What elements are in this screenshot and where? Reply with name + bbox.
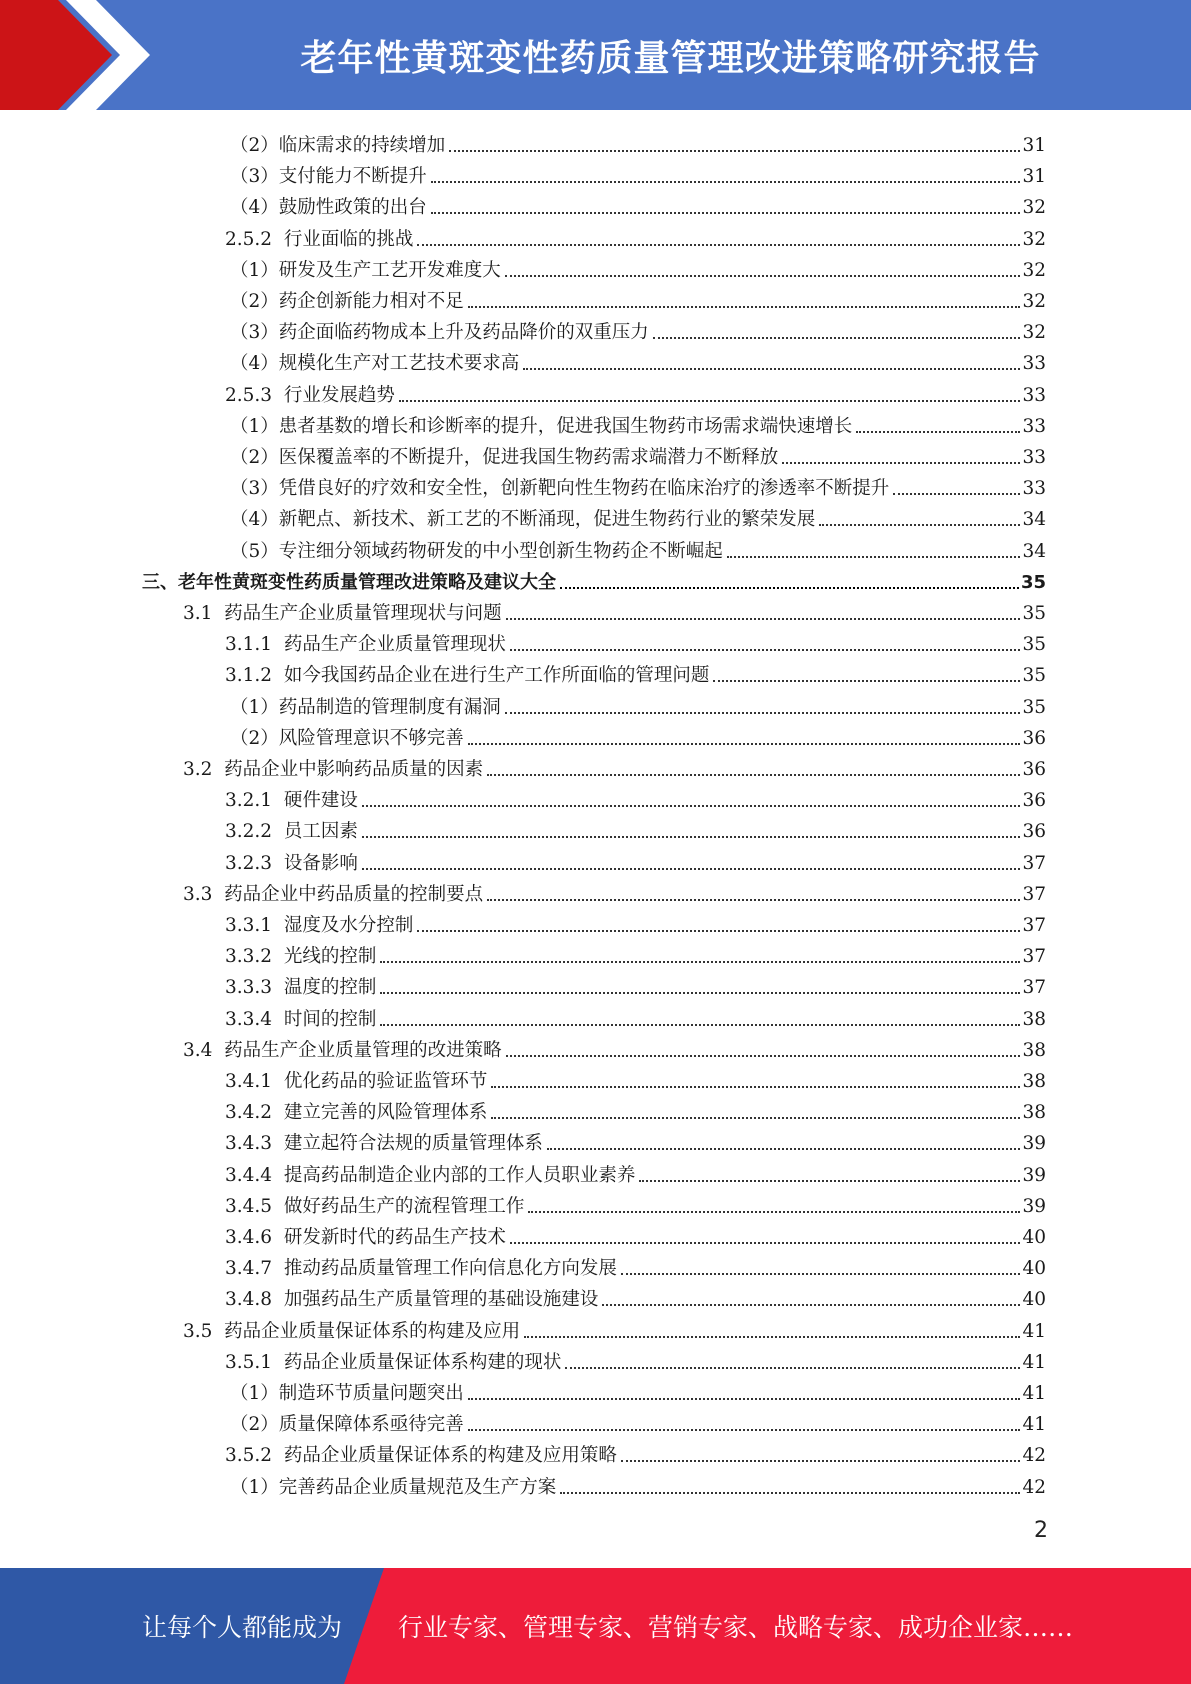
toc-leader-dots — [505, 711, 1020, 714]
toc-entry[interactable] — [225, 1063, 1046, 1094]
toc-entry-page: 32 — [1022, 197, 1046, 219]
toc-entry-label: 三、老年性黄斑变性药质量管理改进策略及建议大全 — [142, 571, 556, 593]
toc-entry[interactable] — [183, 595, 1046, 626]
toc-entry-page: 32 — [1022, 291, 1046, 312]
toc-entry-page: 35 — [1020, 571, 1046, 593]
toc-entry[interactable] — [142, 564, 1046, 595]
toc-entry-label: 3.4.6 研发新时代的药品生产技术 — [225, 1227, 506, 1248]
toc-entry[interactable] — [225, 1250, 1046, 1281]
toc-entry-page: 35 — [1022, 603, 1046, 624]
toc-entry[interactable] — [225, 969, 1046, 1000]
toc-leader-dots — [506, 1054, 1020, 1057]
footer-slogan-right: 行业专家、管理专家、营销专家、战略专家、成功企业家…… — [398, 1613, 1074, 1642]
toc-entry[interactable] — [230, 189, 1046, 220]
toc-entry[interactable] — [183, 876, 1046, 907]
toc-entry-label: 3.5.2 药品企业质量保证体系的构建及应用策略 — [225, 1445, 617, 1467]
toc-leader-dots — [487, 898, 1020, 901]
toc-entry-label: 3.3 药品企业中药品质量的控制要点 — [183, 883, 484, 905]
toc-entry-label: 3.4.2 建立完善的风险管理体系 — [225, 1102, 488, 1124]
toc-entry-label: （3）凭借良好的疗效和安全性，创新靶向性生物药在临床治疗的渗透率不断提升 — [230, 478, 890, 500]
toc-entry[interactable] — [225, 1125, 1046, 1156]
toc-entry[interactable] — [225, 221, 1046, 252]
toc-entry[interactable] — [230, 1469, 1046, 1500]
toc-leader-dots — [491, 1116, 1020, 1119]
toc-entry-label: 3.4.8 加强药品生产质量管理的基础设施建设 — [225, 1289, 599, 1311]
toc-entry-page: 35 — [1022, 634, 1046, 656]
toc-leader-dots — [468, 305, 1020, 308]
toc-entry-label: 3.4.4 提高药品制造企业内部的工作人员职业素养 — [225, 1164, 636, 1186]
toc-entry-page: 32 — [1022, 259, 1046, 281]
toc-entry[interactable] — [225, 782, 1046, 813]
toc-leader-dots — [362, 867, 1020, 870]
toc-leader-dots — [639, 1179, 1020, 1182]
toc-entry[interactable] — [230, 158, 1046, 189]
toc-entry[interactable] — [230, 314, 1046, 345]
toc-entry-label: 3.5.1 药品企业质量保证体系构建的现状 — [225, 1351, 562, 1373]
toc-entry-label: （2）风险管理意识不够完善 — [230, 727, 464, 749]
toc-leader-dots — [468, 1397, 1020, 1400]
toc-leader-dots — [505, 274, 1020, 277]
toc-leader-dots — [560, 586, 1019, 589]
toc-entry-page: 38 — [1022, 1039, 1046, 1061]
toc-leader-dots — [449, 149, 1020, 152]
toc-entry-page: 39 — [1022, 1195, 1046, 1217]
toc-entry[interactable] — [230, 720, 1046, 751]
toc-entry-page: 37 — [1022, 883, 1046, 905]
toc-entry-page: 39 — [1022, 1164, 1046, 1186]
toc-entry[interactable] — [225, 1001, 1046, 1032]
toc-leader-dots — [399, 399, 1020, 402]
toc-entry-page: 41 — [1022, 1351, 1046, 1373]
toc-entry[interactable] — [183, 1313, 1046, 1344]
toc-entry-label: 3.1.1 药品生产企业质量管理现状 — [225, 634, 506, 656]
toc-entry-label: 3.1 药品生产企业质量管理现状与问题 — [183, 603, 502, 624]
toc-entry-label: 3.4.5 做好药品生产的流程管理工作 — [225, 1195, 525, 1217]
toc-entry-label: （3）药企面临药物成本上升及药品降价的双重压力 — [230, 322, 649, 344]
toc-entry-page: 33 — [1022, 447, 1046, 468]
toc-entry[interactable] — [183, 1032, 1046, 1063]
toc-entry-label: 2.5.2 行业面临的挑战 — [225, 228, 414, 250]
toc-entry-page: 37 — [1022, 852, 1046, 874]
toc-leader-dots — [491, 1085, 1020, 1088]
toc-entry-page: 38 — [1022, 1102, 1046, 1124]
toc-entry-page: 31 — [1022, 135, 1046, 156]
toc-leader-dots — [468, 742, 1020, 745]
toc-entry[interactable] — [225, 1188, 1046, 1219]
page-number: 2 — [1034, 1518, 1048, 1543]
toc-entry-page: 37 — [1022, 977, 1046, 999]
toc-entry-label: （1）研发及生产工艺开发难度大 — [230, 259, 501, 281]
toc-entry[interactable] — [225, 938, 1046, 969]
toc-entry[interactable] — [225, 845, 1046, 876]
toc-leader-dots — [506, 617, 1020, 620]
toc-leader-dots — [727, 555, 1020, 558]
toc-leader-dots — [380, 960, 1020, 963]
toc-leader-dots — [510, 648, 1020, 651]
toc-entry[interactable] — [225, 907, 1046, 938]
toc-entry-page: 32 — [1022, 228, 1046, 250]
toc-leader-dots — [560, 1491, 1020, 1494]
toc-entry-label: （1）药品制造的管理制度有漏洞 — [230, 696, 501, 718]
toc-entry-label: 3.4.1 优化药品的验证监管环节 — [225, 1071, 488, 1092]
toc-entry[interactable] — [230, 1375, 1046, 1406]
toc-entry-label: （1）制造环节质量问题突出 — [230, 1383, 464, 1404]
toc-leader-dots — [782, 461, 1020, 464]
toc-entry-label: 3.4.3 建立起符合法规的质量管理体系 — [225, 1133, 543, 1155]
toc-entry-page: 37 — [1022, 946, 1046, 968]
toc-leader-dots — [602, 1303, 1020, 1306]
page-footer — [0, 1568, 1191, 1684]
toc-leader-dots — [487, 773, 1020, 776]
toc-leader-dots — [468, 1428, 1020, 1431]
toc-entry[interactable] — [230, 439, 1046, 470]
toc-entry-page: 41 — [1022, 1414, 1046, 1436]
toc-entry-page: 39 — [1022, 1133, 1046, 1155]
toc-entry[interactable] — [230, 689, 1046, 720]
toc-leader-dots — [713, 679, 1020, 682]
red-chevron-decoration — [0, 0, 155, 110]
toc-leader-dots — [510, 1241, 1020, 1244]
toc-leader-dots — [819, 523, 1020, 526]
toc-entry-label: （5）专注细分领域药物研发的中小型创新生物药企不断崛起 — [230, 540, 723, 562]
page-header — [0, 0, 1191, 110]
toc-entry-page: 41 — [1022, 1320, 1046, 1342]
toc-entry-label: 3.5 药品企业质量保证体系的构建及应用 — [183, 1320, 521, 1342]
toc-entry[interactable] — [225, 1157, 1046, 1188]
toc-entry-page: 34 — [1022, 509, 1046, 531]
toc-entry-label: （2）医保覆盖率的不断提升，促进我国生物药需求端潜力不断释放 — [230, 447, 779, 468]
toc-entry-label: 3.3.3 温度的控制 — [225, 977, 377, 999]
toc-entry[interactable] — [225, 377, 1046, 408]
toc-entry-label: 3.4 药品生产企业质量管理的改进策略 — [183, 1039, 502, 1061]
toc-entry-label: 3.2.1 硬件建设 — [225, 790, 358, 812]
toc-leader-dots — [362, 835, 1020, 838]
toc-entry-page: 35 — [1022, 696, 1046, 718]
toc-entry[interactable] — [230, 252, 1046, 283]
toc-leader-dots — [380, 991, 1020, 994]
toc-entry-label: 3.3.4 时间的控制 — [225, 1008, 377, 1030]
toc-entry[interactable] — [225, 1281, 1046, 1312]
toc-entry-label: 3.3.1 湿度及水分控制 — [225, 915, 414, 936]
toc-entry-label: 3.4.7 推动药品质量管理工作向信息化方向发展 — [225, 1258, 617, 1280]
toc-leader-dots — [621, 1459, 1020, 1462]
toc-entry-label: （4）鼓励性政策的出台 — [230, 197, 427, 219]
toc-entry-page: 33 — [1022, 478, 1046, 500]
toc-entry-page: 36 — [1022, 821, 1046, 843]
toc-entry[interactable] — [230, 470, 1046, 501]
toc-entry-label: （1）完善药品企业质量规范及生产方案 — [230, 1476, 557, 1498]
toc-leader-dots — [528, 1210, 1020, 1213]
toc-entry[interactable] — [230, 283, 1046, 314]
toc-entry-page: 35 — [1022, 665, 1046, 687]
toc-leader-dots — [431, 180, 1020, 183]
toc-entry-page: 41 — [1022, 1383, 1046, 1404]
toc-entry-label: 3.2 药品企业中影响药品质量的因素 — [183, 759, 484, 780]
toc-entry-page: 40 — [1022, 1227, 1046, 1248]
toc-entry-page: 38 — [1022, 1071, 1046, 1092]
toc-leader-dots — [380, 1023, 1020, 1026]
toc-entry-label: 3.3.2 光线的控制 — [225, 946, 377, 968]
toc-entry[interactable] — [230, 408, 1046, 439]
toc-entry-page: 31 — [1022, 166, 1046, 188]
toc-entry[interactable] — [230, 533, 1046, 564]
toc-entry-label: 3.2.2 员工因素 — [225, 821, 358, 843]
toc-leader-dots — [893, 492, 1020, 495]
toc-entry-page: 37 — [1022, 915, 1046, 936]
toc-leader-dots — [417, 243, 1020, 246]
toc-entry-label: （4）新靶点、新技术、新工艺的不断涌现，促进生物药行业的繁荣发展 — [230, 509, 816, 531]
toc-entry-label: 3.2.3 设备影响 — [225, 852, 358, 874]
toc-entry-page: 33 — [1022, 384, 1046, 406]
toc-leader-dots — [653, 336, 1020, 339]
toc-leader-dots — [524, 1335, 1020, 1338]
toc-entry-page: 42 — [1022, 1476, 1046, 1498]
toc-entry-label: 3.1.2 如今我国药品企业在进行生产工作所面临的管理问题 — [225, 665, 710, 687]
toc-entry-page: 33 — [1022, 415, 1046, 437]
toc-entry-label: （2）药企创新能力相对不足 — [230, 291, 464, 312]
toc-entry[interactable] — [183, 751, 1046, 782]
toc-leader-dots — [565, 1366, 1020, 1369]
toc-entry-page: 33 — [1022, 353, 1046, 375]
toc-entry-label: （1）患者基数的增长和诊断率的提升，促进我国生物药市场需求端快速增长 — [230, 415, 853, 437]
toc-entry-label: （2）质量保障体系亟待完善 — [230, 1414, 464, 1436]
toc-entry-page: 40 — [1022, 1289, 1046, 1311]
report-title: 老年性黄斑变性药质量管理改进策略研究报告 — [300, 37, 1041, 79]
toc-leader-dots — [362, 804, 1020, 807]
toc-entry-page: 36 — [1022, 727, 1046, 749]
footer-slogan-left: 让每个人都能成为 — [142, 1613, 343, 1642]
toc-entry-page: 34 — [1022, 540, 1046, 562]
toc-entry[interactable] — [225, 1094, 1046, 1125]
toc-entry-page: 36 — [1022, 790, 1046, 812]
toc-entry[interactable] — [225, 1344, 1046, 1375]
toc-leader-dots — [431, 211, 1020, 214]
toc-leader-dots — [417, 929, 1020, 932]
toc-leader-dots — [547, 1147, 1020, 1150]
toc-entry[interactable] — [225, 626, 1046, 657]
toc-leader-dots — [856, 430, 1020, 433]
toc-entry-page: 38 — [1022, 1008, 1046, 1030]
toc-entry[interactable] — [225, 657, 1046, 688]
toc-entry-label: 2.5.3 行业发展趋势 — [225, 384, 395, 406]
toc-entry[interactable] — [230, 1406, 1046, 1437]
toc-entry-label: （4）规模化生产对工艺技术要求高 — [230, 353, 520, 375]
toc-entry-page: 40 — [1022, 1258, 1046, 1280]
toc-leader-dots — [621, 1272, 1020, 1275]
toc-entry[interactable] — [225, 1219, 1046, 1250]
toc-entry[interactable] — [225, 1437, 1046, 1468]
toc-entry[interactable] — [230, 127, 1046, 158]
toc-entry[interactable] — [230, 345, 1046, 376]
toc-entry-page: 32 — [1022, 322, 1046, 344]
toc-entry-page: 36 — [1022, 759, 1046, 780]
toc-entry-page: 42 — [1022, 1445, 1046, 1467]
toc-entry[interactable] — [230, 501, 1046, 532]
toc-entry-label: （2）临床需求的持续增加 — [230, 135, 446, 156]
toc-leader-dots — [523, 367, 1020, 370]
toc-entry[interactable] — [225, 813, 1046, 844]
toc-entry-label: （3）支付能力不断提升 — [230, 166, 427, 188]
